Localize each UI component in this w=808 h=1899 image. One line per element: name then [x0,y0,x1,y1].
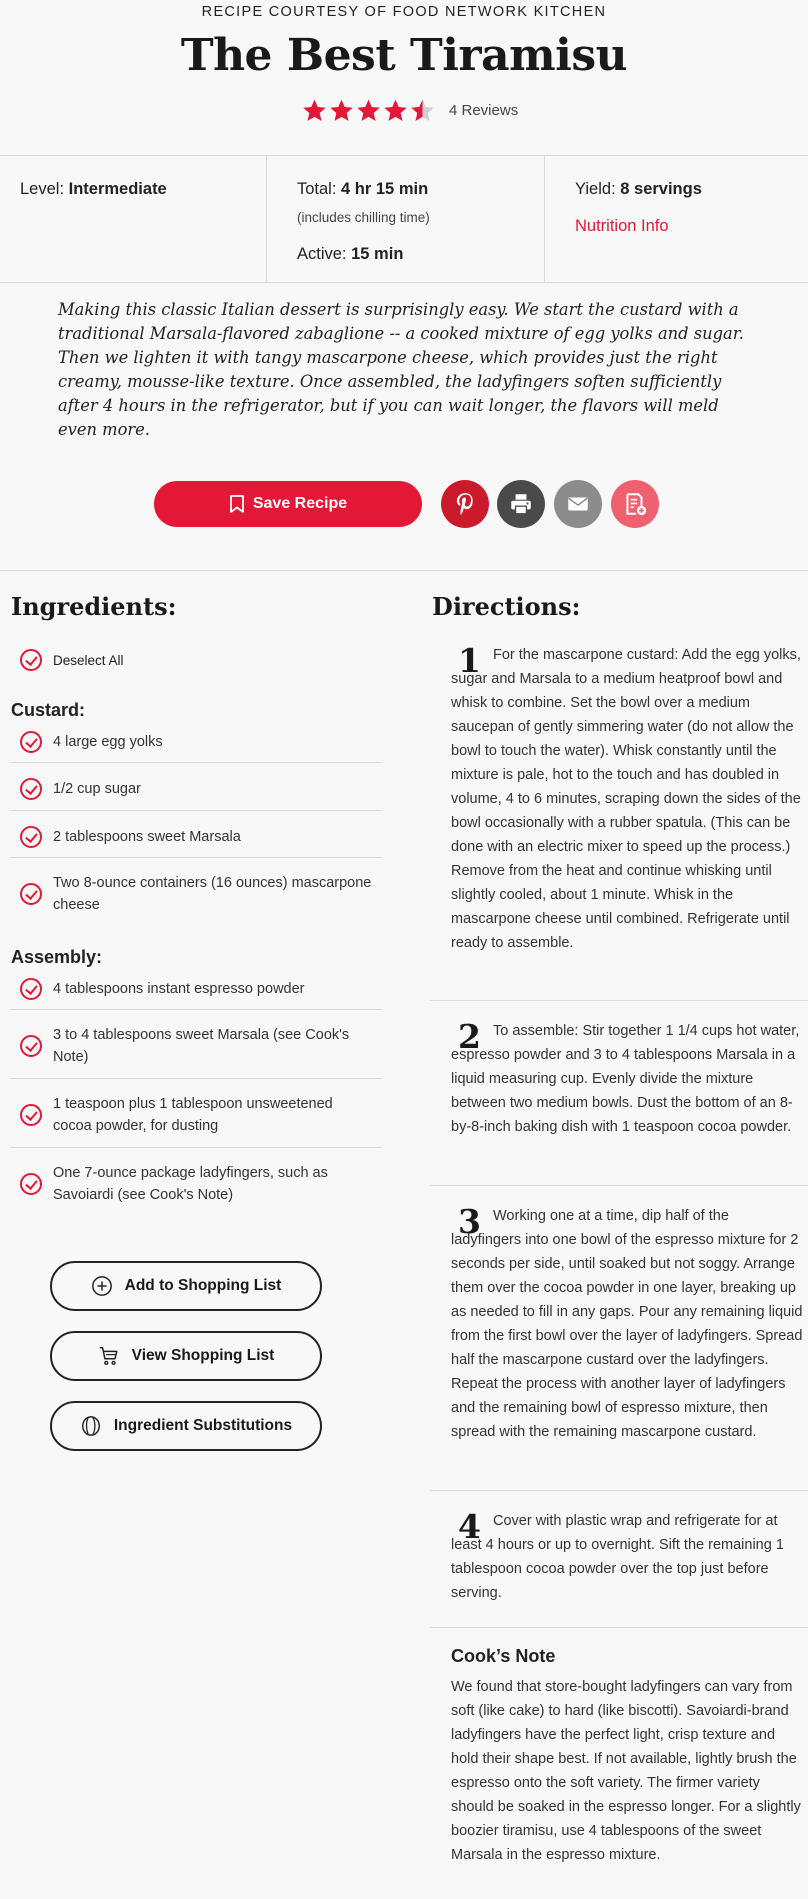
ingredient-divider [10,810,382,811]
star-icon [383,98,408,123]
step-number: 1 [458,641,481,680]
reviews-link[interactable]: 4 Reviews [449,101,519,119]
level-label: Level: [20,180,65,198]
step-number: 3 [458,1202,481,1241]
step-text [451,1019,803,1139]
page-title: The Best Tiramisu [180,30,628,81]
ingredient-text: 3 to 4 tablespoons sweet Marsala (see Cook's Note) [53,1027,350,1065]
level-value: Intermediate [68,180,167,198]
section-divider [0,570,808,571]
print-icon [508,491,534,517]
recipe-description: Making this classic Italian dessert is surprisingly easy. We start the custard with a traditional Marsala-flavored zabaglione -- a cooked mixture of egg yolks and sugar. Then we lighten it with tangy mascarpone cheese, which provides just the right creamy, mousse-like texture. Once assembled, the ladyfingers soften sufficiently after 4 hours in the refrigerator, but if you can wait longer, the flavors will meld even more. [58,300,744,439]
ingredient-text: 1/2 cup sugar [53,781,141,797]
check-circle-icon[interactable] [20,649,42,671]
step-text-2: To assemble: Stir together 1 1/4 cups hot water, espresso powder and 3 to 4 tablespoons Marsala in a liquid measuring cup. Evenly divide the mixture between two medium bowls. Dust the bottom of an 8-by-8-inch baking dish with 1 teaspoon cocoa powder. [451,1023,800,1135]
save-recipe-label: Save Recipe [252,495,348,512]
nutrition-info-link[interactable]: Nutrition Info [575,217,669,235]
ingredient-text: 4 large egg yolks [53,734,163,750]
ingredient-divider [10,857,382,858]
cooks-note-heading: Cook’s Note [451,1646,556,1666]
total-value: 4 hr 15 min [341,180,429,198]
star-icon [329,98,354,123]
yield-label: Yield: [575,180,616,198]
add-to-shopping-list-button[interactable] [50,1261,322,1311]
step-number: 2 [458,1017,481,1056]
recipe-info-bar [0,155,808,283]
step-text-3: Working one at a time, dip half of the ladyfingers into one bowl of the espresso mixture for 2 seconds per side, until soaked but not soggy. Arrange them over the cocoa powder in one layer, breaking up as needed to fill in any gaps. Pour any remaining liquid from the first bowl over the layer of ladyfingers. Spread half the mascarpone custard over the ladyfingers. Repeat the process with another layer of ladyfingers and the remaining bowl of espresso mixture, then spread with the remaining mascarpone custard. [451,1208,803,1440]
check-circle-icon[interactable] [20,1035,42,1057]
ingredient-divider [10,1147,382,1148]
total-label: Total: [297,180,337,198]
shopping-cart-icon [98,1345,120,1367]
view-shopping-list-button[interactable] [50,1331,322,1381]
star-icon [302,98,327,123]
step-text [451,1509,803,1605]
check-circle-icon[interactable] [20,778,42,800]
print-button[interactable] [497,480,545,528]
step-text-1: For the mascarpone custard: Add the egg yolks, sugar and Marsala to a medium heatproof bowl and whisk to combine. Set the bowl over a medium saucepan of gently simmering water (do not allow the bowl to touch the water). Whisk constantly until the mixture is pale, hot to the touch and has doubled in volume, 4 to 6 minutes, scraping down the sides of the bowl occasionally with a rubber spatula. (This can be done with an electric mixer to speed up the process.) Remove from the heat and continue whisking until slightly cooled, about 1 minute. Whisk in the mascarpone cheese until combined. Refrigerate until ready to assemble. [451,647,801,951]
step-divider [430,1490,808,1491]
step-divider [430,1185,808,1186]
ingredient-substitutions-label: Ingredient Substitutions [113,1417,293,1434]
check-circle-icon[interactable] [20,1173,42,1195]
level-column [0,156,267,282]
yield-column [545,156,808,282]
ingredient-substitutions-button[interactable] [50,1401,322,1451]
yield-value: 8 servings [620,180,702,198]
directions-heading: Directions: [432,592,581,621]
ingredient-divider [10,1078,382,1079]
ingredient-text: 4 tablespoons instant espresso powder [53,981,305,997]
check-circle-icon[interactable] [20,883,42,905]
pinterest-icon [452,491,478,517]
ingredient-group-custard: Custard: [11,700,86,720]
ingredients-heading: Ingredients: [11,592,177,621]
ingredient-divider [10,762,382,763]
total-note: (includes chilling time) [297,210,430,225]
ingredient-divider [10,1009,382,1010]
step-text [451,1204,803,1444]
time-column [267,156,545,282]
star-half-icon [410,98,435,123]
recipe-box-add-icon [622,491,648,517]
recipe-courtesy: RECIPE COURTESY OF FOOD NETWORK KITCHEN [201,4,607,20]
email-icon [565,491,591,517]
step-text [451,643,803,955]
bookmark-icon [229,495,245,513]
add-to-shopping-list-label: Add to Shopping List [124,1277,282,1294]
rating[interactable] [302,97,518,123]
star-icon [356,98,381,123]
substitution-icon [80,1415,102,1437]
pinterest-button[interactable] [441,480,489,528]
check-circle-icon[interactable] [20,731,42,753]
step-divider [430,1000,808,1001]
cooks-note-text: We found that store-bought ladyfingers can vary from soft (like cake) to hard (like biscotti). Savoiardi-brand ladyfingers have the perfect light, crisp texture and hold their shape best. If not available, lightly brush the espresso onto the soft variety. The firmer variety should be soaked in the espresso longer. For a slightly boozier tiramisu, use 4 tablespoons of the sweet Marsala in the espresso mixture. [451,1679,801,1863]
ingredient-text: 2 tablespoons sweet Marsala [53,829,241,845]
active-value: 15 min [351,245,404,263]
step-text-4: Cover with plastic wrap and refrigerate for at least 4 hours or up to overnight. Sift the remaining 1 tablespoon cocoa powder over the top just before serving. [451,1513,784,1601]
check-circle-icon[interactable] [20,1104,42,1126]
step-divider [430,1627,808,1628]
view-shopping-list-label: View Shopping List [131,1347,275,1364]
ingredient-text: Two 8-ounce containers (16 ounces) mascarpone cheese [53,875,372,913]
ingredient-text: One 7-ounce package ladyfingers, such as Savoiardi (see Cook's Note) [53,1165,328,1203]
check-circle-icon[interactable] [20,826,42,848]
deselect-all[interactable] [10,647,382,675]
step-number: 4 [458,1507,481,1546]
add-to-recipe-box-button[interactable] [611,480,659,528]
check-circle-icon[interactable] [20,978,42,1000]
active-time [297,245,403,264]
plus-circle-icon [91,1275,113,1297]
email-button[interactable] [554,480,602,528]
ingredient-group-assembly: Assembly: [11,947,103,967]
active-label: Active: [297,245,347,263]
yield [575,180,702,199]
deselect-all-label: Deselect All [53,653,124,668]
save-recipe-button[interactable] [154,481,422,527]
ingredient-text: 1 teaspoon plus 1 tablespoon unsweetened cocoa powder, for dusting [53,1096,333,1134]
total-time [297,180,428,199]
level [20,180,167,199]
rating-stars[interactable] [302,98,435,123]
